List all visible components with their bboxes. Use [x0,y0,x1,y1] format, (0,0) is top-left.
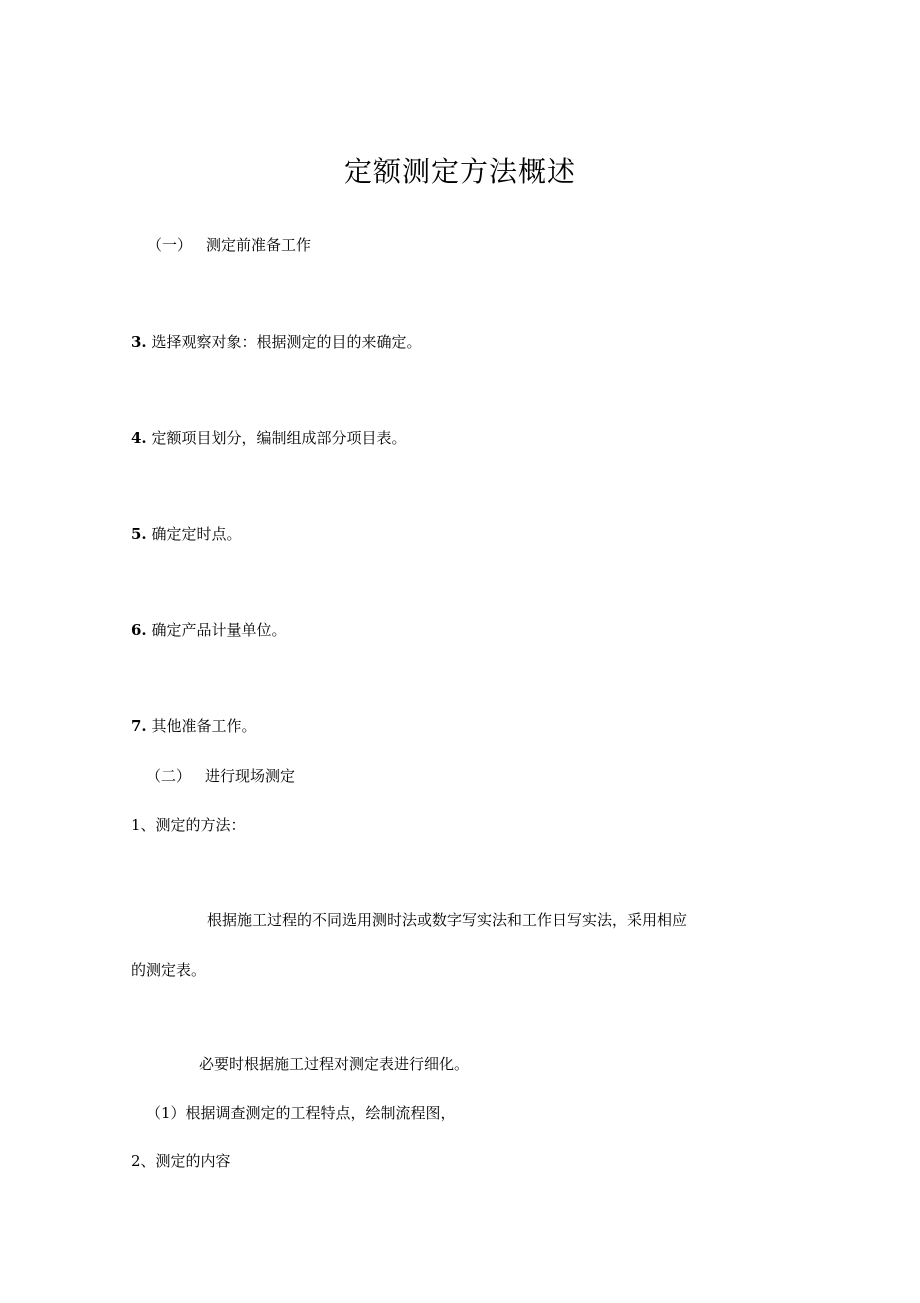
list-item [131,428,406,448]
step-1-text: （1）根据调查测定的工程特点，绘制流程图， [146,1104,456,1122]
method-paragraph-line-1: 根据施工过程的不同选用测时法或数字写实法和工作日写实法，采用相应 [207,911,688,929]
list-item [131,716,256,736]
section-2-label: （二） [146,767,192,785]
list-item-text: 选择观察对象：根据测定的目的来确定。 [151,333,422,351]
list-item-number: 5. [131,525,147,543]
list-item-number: 7. [131,717,147,735]
list-item [131,332,421,352]
list-item-number: 4. [131,429,147,447]
section-2-text: 进行现场测定 [205,767,296,785]
section-1-text: 测定前准备工作 [206,236,312,254]
list-item-number: 6. [131,621,147,639]
refine-paragraph: 必要时根据施工过程对测定表进行细化。 [199,1055,470,1073]
list-item [131,524,241,544]
section-heading-2 [146,766,295,786]
section-heading-1 [147,235,311,255]
list-item-text: 定额项目划分，编制组成部分项目表。 [151,429,407,447]
list-item-text: 其他准备工作。 [151,717,257,735]
list-item-text: 确定定时点。 [151,525,242,543]
list-item-text: 确定产品计量单位。 [151,621,287,639]
document-title: 定额测定方法概述 [343,155,576,188]
content-heading: 2、测定的内容 [131,1152,231,1170]
list-item [131,620,286,640]
method-heading: 1、测定的方法： [131,816,246,834]
list-item-number: 3. [131,333,147,351]
method-paragraph-line-2: 的测定表。 [131,961,207,979]
section-1-label: （一） [147,236,193,254]
